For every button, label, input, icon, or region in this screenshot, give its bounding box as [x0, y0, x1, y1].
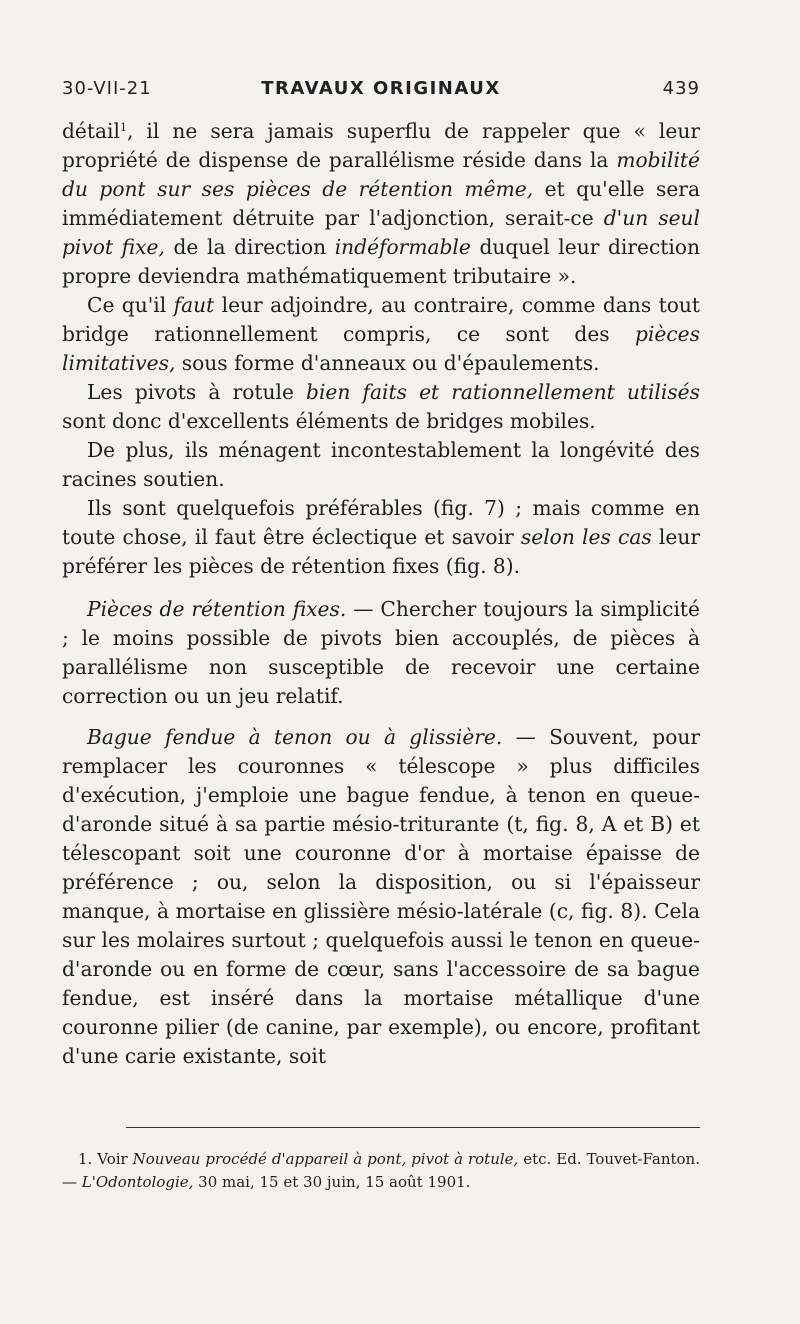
text-run: 1. Voir [78, 1150, 133, 1168]
footnote [62, 1148, 700, 1194]
text-run: , il ne sera jamais superflu de rappeler que « leur propriété de dispense de parallélisme réside dans la [62, 119, 700, 172]
section-heading-inline: Bague fendue à tenon ou à glissière. [87, 725, 503, 749]
italic-run: faut [173, 293, 215, 317]
italic-run: indéformable [334, 235, 471, 259]
header-title: TRAVAUX ORIGINAUX [261, 78, 501, 99]
footnote-1 [62, 1148, 700, 1194]
text-run: Ils sont quelquefois préférables (fig. 7) ; mais comme en toute chose, il faut être éclectique et savoir [62, 496, 700, 549]
running-header [62, 78, 700, 104]
body-text [62, 117, 700, 1071]
paragraph-4 [62, 436, 700, 494]
paragraph-5 [62, 494, 700, 581]
footnote-ref: 1 [119, 121, 127, 134]
text-run: et qu'elle sera immédiatement détruite par l'adjonction, serait-ce [62, 177, 700, 230]
text-run: détail [62, 119, 120, 143]
text-run: etc. Ed. Touvet-Fanton. — [62, 1150, 700, 1191]
page-number: 439 [662, 78, 700, 99]
text-run: — Souvent, pour remplacer les couronnes « télescope » plus difficiles d'exécution, j'emploie une bague fendue, à tenon en queue-d'aronde situé à sa partie mésio-triturante (t, fig. 8, A et B) et télescopant soit une couronne d'or à mortaise épaisse de préférence ; ou, selon la disposition, ou si l'épaisseur manque, à mortaise en glissière mésio-latérale (c, fig. 8). Cela sur les molaires surtout ; quelquefois aussi le tenon en queue-d'aronde ou en forme de cœur, sans l'accessoire de sa bague fendue, est inséré dans la mortaise métallique d'une couronne pilier (de canine, par exemple), ou encore, profitant d'une carie existante, soit [62, 725, 700, 1068]
paragraph-3 [62, 378, 700, 436]
text-run: sous forme d'anneaux ou d'épaulements. [175, 351, 600, 375]
italic-run: Nouveau procédé d'appareil à pont, pivot à rotule, [132, 1150, 519, 1168]
header-issue-ref: 30-VII-21 [62, 78, 152, 99]
text-run: de la direction [164, 235, 335, 259]
text-run: De plus, ils ménagent incontestablement la longévité des racines soutien. [62, 438, 700, 491]
text-run: leur adjoindre, au contraire, comme dans tout bridge rationnellement compris, ce sont des [62, 293, 700, 346]
italic-run: d'un seul pivot fixe, [62, 206, 700, 259]
text-run: 30 mai, 15 et 30 juin, 15 août 1901. [193, 1173, 471, 1191]
text-run: — Chercher toujours la simplicité ; le moins possible de pivots bien accouplés, de pièces à parallélisme non susceptible de recevoir une certaine correction ou un jeu relatif. [62, 597, 700, 708]
paragraph-7 [62, 723, 700, 1071]
italic-run: L'Odontologie, [81, 1173, 194, 1191]
text-run: Ce qu'il [87, 293, 174, 317]
paragraph-1 [62, 117, 700, 291]
text-run: leur préférer les pièces de rétention fixes (fig. 8). [62, 525, 700, 578]
italic-run: mobilité du pont sur ses pièces de rétention même, [62, 148, 700, 201]
paragraph-2 [62, 291, 700, 378]
section-heading-inline: Pièces de rétention fixes. [87, 597, 347, 621]
italic-run: bien faits et rationnellement utilisés [306, 380, 700, 404]
italic-run: selon les cas [520, 525, 652, 549]
italic-run: pièces limitatives, [62, 322, 700, 375]
text-run: Les pivots à rotule [87, 380, 307, 404]
footnote-divider [126, 1127, 700, 1128]
text-run: duquel leur direction propre deviendra mathématiquement tributaire ». [62, 235, 700, 288]
paragraph-6 [62, 595, 700, 711]
text-run: sont donc d'excellents éléments de bridges mobiles. [62, 409, 596, 433]
